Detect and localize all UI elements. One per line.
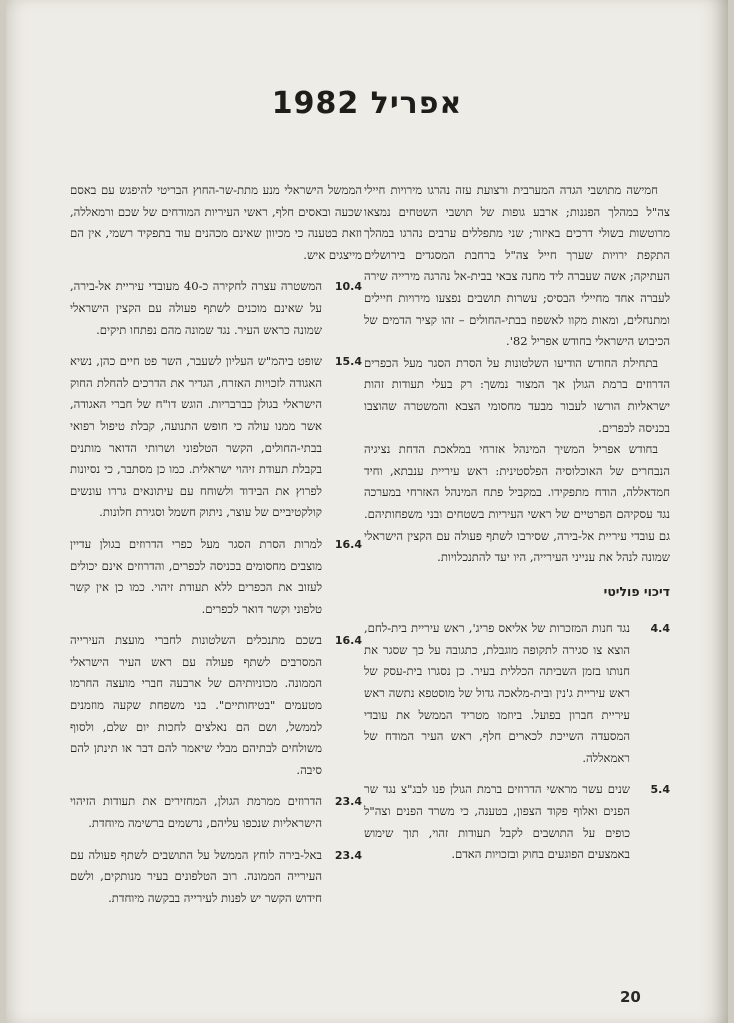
entry-date: 10.4 [334,280,362,294]
book-page [6,0,728,1023]
entry-text: באל-בירה לוחץ הממשל על התושבים לשתף פעולה עם העירייה הממונה. רוב הטלפונים בעיר מנותקים, ולשם חידוש הקשר יש לפנות לעירייה בבקשה מיוחדת. [70,847,322,905]
paragraph: בחודש אפריל המשיך המינהל אזרחי במלאכת הדחת נציגיה הנבחרים של האוכלוסיה הפלסטינית: ראש עיריית ענבתא, וחיד חמדאללה, הודח מתפקידו. במקביל פתח המינהל האזרחי במערכה נגד עסקיהם הפרטיים של ראשי העיריות בשטחים ובני משפחותיהם. גם עובדי עיריית אל-בירה, שסירבו לשתף פעולה עם הקצין הישראלי שמונה לנהל את ענייני העירייה, היו יעד להתנכלויות. [364,442,670,565]
entry-date: 16.4 [334,634,362,648]
entry-text: בשכם מתנכלים השלטונות לחברי מועצת העירייה המסרבים לשתף פעולה עם ראש העיר הישראלי הממונה. מכוניותיהם של ארבעה חברי מועצה החרמו מטעמים "בטיחותיים". בני משפחת שקעה מוזמנים לממשל, ושם הם נאלצים לחכות יום שלם, ולסוף משולחים לבתיהם מבלי שיאמר להם דבר או תינתן להם סיבה. [70,633,322,777]
dated-entry [70,791,362,834]
entry-text: נגד חנות המזכרות של אליאס פריג', ראש עיריית בית-לחם, הוצא צו סגירה לתקופה מוגבלת, כתגובה על כך שסגר את חנותו בזמן השביתה הכללית בעיר. כן נסגרו בית-עסק של ראש עיריית ג'נין ובית-מלאכה גדול של מוסטפא נתשה ראש עיריית חברון בפועל. ביוזמו מטריד הממשל את עובדי המסעדה השייכת לכארים חלף, ראש העיר המודח של ראמאללה. [364,621,630,765]
left-column [70,180,362,909]
dated-entry [70,534,362,620]
entry-date: 16.4 [334,537,362,551]
entry-date: 4.4 [650,622,670,636]
paragraph: חמישה מתושבי הגדה המערבית ורצועת עזה נהרגו מירויות חיילי צה"ל במהלך הפגנות; ארבע גופות של תושבי השטחים נמצאו מרוטשות בשולי דרכים באיזור; שני מתפללים ערבים נהרגו במהלך התקפת ירויות שערך חייל צה"ל ברחבת המסגדים בירושלים העתיקה; אשה שעברה ליד מחנה צבאי בבית-אל נהרגה מירייה שירה לעברה אחד מחיילי הבסיס; עשרות תושבים נפצעו מירויות חיילים ומתנחלים, ומאות מקוו לאשפוז בבתי-החולים – זהו קציר הדמים של הכיבוש הישראלי בחודש אפריל 82'. [364,183,670,349]
entry-date: 23.4 [334,848,362,862]
entry-date: 5.4 [650,783,670,797]
entry-text: שנים עשר מראשי הדרוזים ברמת הגולן פנו לבג"צ נגד שר הפנים ואלוף פקוד הצפון, בטענה, כי משרד הפנים וצה"ל כופים על התושבים לקבל תעודות זהוי, תוך שימוש באמצעים הפוגעים בחוק ובזכויות האדם. [364,782,630,862]
entry-text: שופט ביהמ"ש העליון לשעבר, השר פט חיים כהן, נשיא האגודה לזכויות האזרח, הגדיר את הדרכים להחלת החוק הישראלי בגולן כברבריות. הוגש דו"ח של חברי האגודה, אשר ממנו עולה כי חופש התנועה, קבלת טיפול רפואי בבתי-החולים, הקשר הטלפוני ושרותי הדואר מותנים בקבלת תעודת זיהוי ישראלית. כמו כן מסתבר, כי נסיונות לפרוץ את הבידוד ולשוחח עם עיתונאים גררו עונשים קולקטיביים של עוצר, ניתוק חשמל וסגירת חלונות. [70,354,322,520]
dated-entry [70,630,362,781]
page-number: 20 [620,988,641,1006]
section-heading: דיכוי פוליטי [603,583,670,599]
paragraph: הממשל הישראלי מנע מתת-שר-החוץ הבריטי להיפגש עם באסם שכעה ובאסים חלף, ראשי העיריות המודחים של שכם ורמאללה, וזאת בטענה כי מכיוון שאינם מכהנים עוד בתפקיד רשמי, אין הם מייצגים איש. [70,183,362,262]
entry-date: 15.4 [334,355,362,369]
page-title: אפריל 1982 [271,86,463,121]
dated-entry [364,618,670,769]
dated-entry [70,351,362,524]
entry-text: למרות הסרת הסגר מעל כפרי הדרוזים בגולן עדיין מוצבים מחסומים בכניסה לכפרים, והדרוזים אינם יכולים לעזוב את הכפרים ללא תעודת זיהוי. כמו כן אין קשר טלפוני וקשר דואר לכפרים. [70,536,322,616]
dated-entry [70,276,362,341]
dated-entry [364,779,670,865]
paragraph: בתחילת החודש הודיעו השלטונות על הסרת הסגר מעל הכפרים הדרוזים ברמת הגולן אך המצור נמשך: רק בעלי תעודות זהות ישראליות הורשו לעבור מבעד מחסומי הצבא והמשטרה שהוצבו בכניסה לכפרים. [364,355,670,435]
dated-entry [70,845,362,910]
right-column [364,180,670,866]
entry-date: 23.4 [334,795,362,809]
entry-text: הדרוזים ממרמת הגולן, המחזירים את תעודות הזיהוי הישראליות שנכפו עליהם, נרשמים ברשימה מיוחדת. [70,794,322,831]
entry-text: המשטרה עצרה לחקירה כ-40 מעובדי עיריית אל-בירה, על שאינם מוכנים לשתף פעולה עם הקצין הישראלי שמונה כראש העיר. נגד שמונה מהם נפתחו תיקים. [70,279,322,337]
